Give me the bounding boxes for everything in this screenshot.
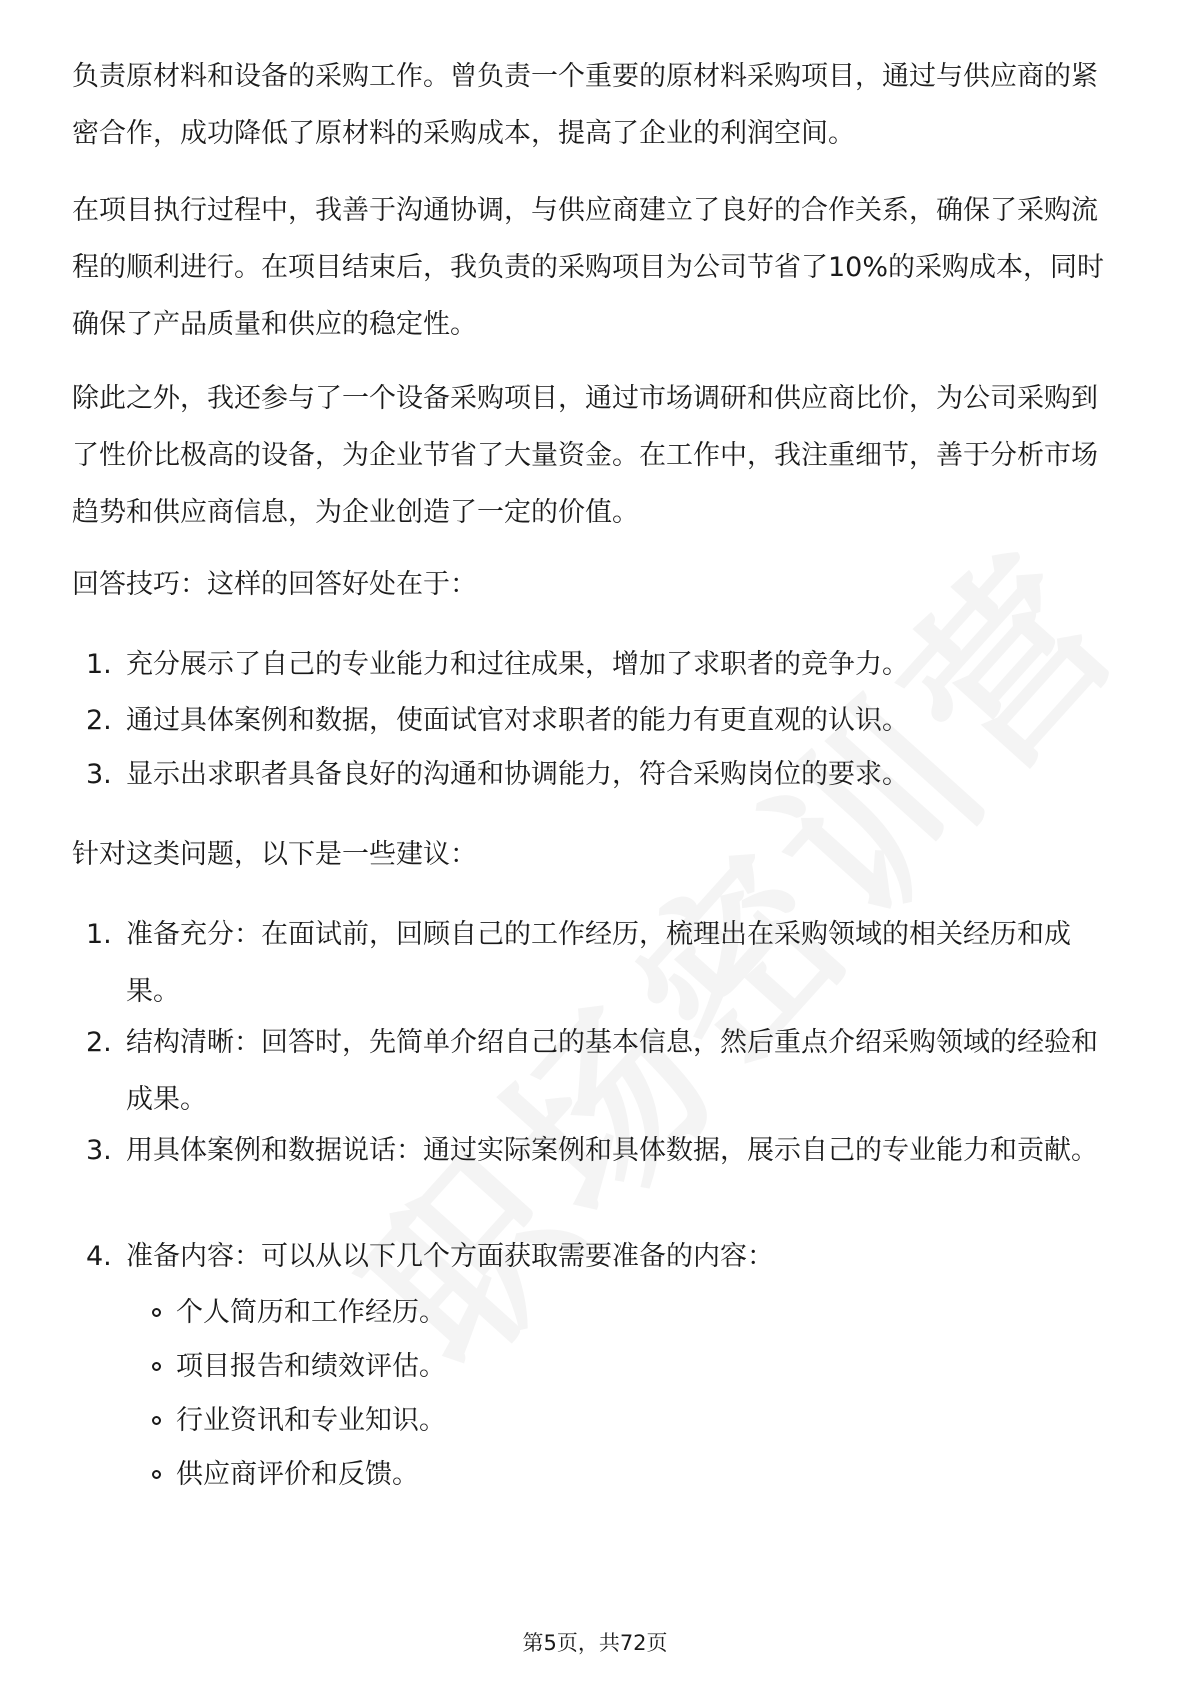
paragraph-2: 在项目执行过程中，我善于沟通协调，与供应商建立了良好的合作关系，确保了采购流程的顺利进行。在项目结束后，我负责的采购项目为公司节省了10%的采购成本，同时确保了产品质量和供应的稳定性。: [72, 195, 1105, 340]
advice-heading: 针对这类问题，以下是一些建议：: [72, 839, 477, 870]
list-text: 准备内容：可以从以下几个方面获取需要准备的内容：: [126, 1241, 774, 1272]
bullet-circle-icon: [152, 1416, 161, 1425]
bullet-circle-icon: [152, 1308, 161, 1317]
bullet-circle-icon: [152, 1470, 161, 1479]
page-footer: 第5页，共72页: [522, 1631, 668, 1655]
list-number: 2.: [86, 705, 112, 736]
list-text: 用具体案例和数据说话：通过实际案例和具体数据，展示自己的专业能力和贡献。: [126, 1135, 1098, 1166]
paragraph-3: 除此之外，我还参与了一个设备采购项目，通过市场调研和供应商比价，为公司采购到了性价比极高的设备，为企业节省了大量资金。在工作中，我注重细节，善于分析市场趋势和供应商信息，为企业创造了一定的价值。: [72, 383, 1098, 528]
list-text: 通过具体案例和数据，使面试官对求职者的能力有更直观的认识。: [126, 705, 909, 736]
list-text: 显示出求职者具备良好的沟通和协调能力，符合采购岗位的要求。: [126, 759, 909, 790]
paragraph-1: 负责原材料和设备的采购工作。曾负责一个重要的原材料采购项目，通过与供应商的紧密合作，成功降低了原材料的采购成本，提高了企业的利润空间。: [72, 61, 1098, 149]
list-number: 1.: [86, 919, 112, 950]
list-number: 1.: [86, 649, 112, 680]
source-text: 供应商评价和反馈。: [176, 1459, 419, 1490]
list-number: 4.: [86, 1241, 112, 1272]
bullet-circle-icon: [152, 1362, 161, 1371]
source-text: 行业资讯和专业知识。: [176, 1405, 446, 1436]
source-text: 个人简历和工作经历。: [176, 1297, 446, 1328]
list-text: 准备充分：在面试前，回顾自己的工作经历，梳理出在采购领域的相关经历和成果。: [126, 919, 1071, 1007]
source-text: 项目报告和绩效评估。: [176, 1351, 446, 1382]
list-number: 2.: [86, 1027, 112, 1058]
list-number: 3.: [86, 759, 112, 790]
list-text: 充分展示了自己的专业能力和过往成果，增加了求职者的竞争力。: [126, 649, 909, 680]
list-number: 3.: [86, 1135, 112, 1166]
list-text: 结构清晰：回答时，先简单介绍自己的基本信息，然后重点介绍采购领域的经验和成果。: [126, 1027, 1098, 1115]
tips-heading: 回答技巧：这样的回答好处在于：: [72, 569, 477, 600]
